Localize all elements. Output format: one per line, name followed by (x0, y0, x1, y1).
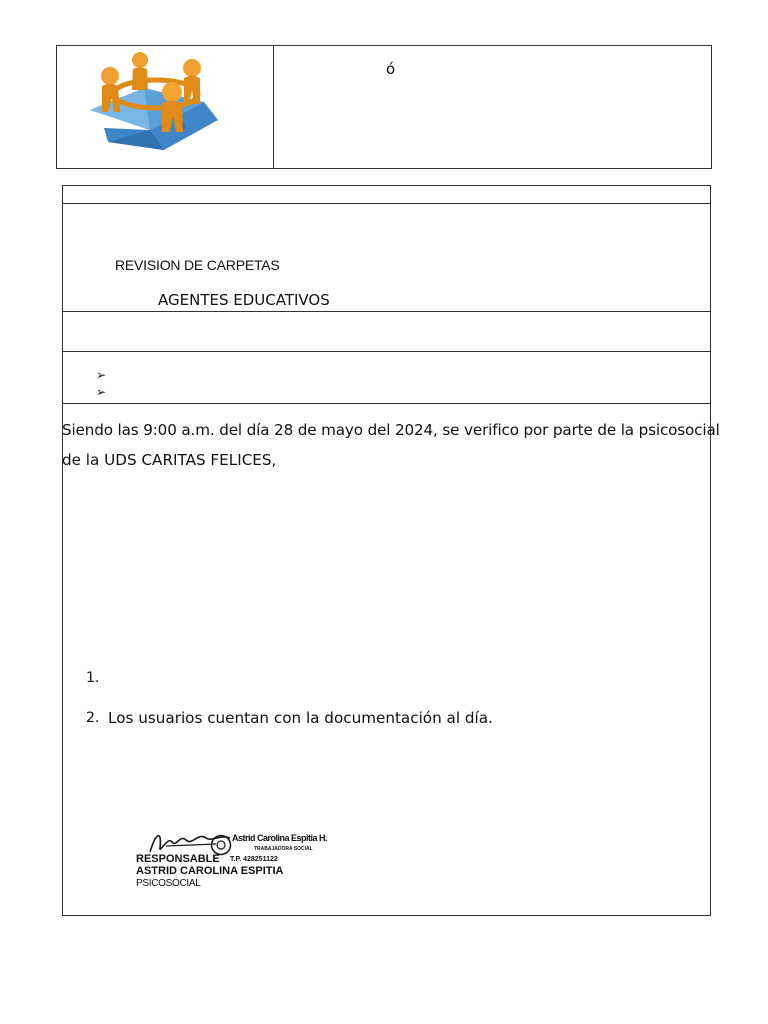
body-line-2: de la UDS CARITAS FELICES, (62, 451, 277, 469)
stamp-name: Astrid Carolina Espitia H. (232, 833, 328, 843)
bullet-marker: ➢ (96, 385, 107, 399)
list-item-number: 1. (86, 670, 100, 686)
row-divider-2 (62, 311, 711, 312)
people-holding-hands-on-puzzle-icon (84, 50, 224, 154)
signature-role-label: RESPONSABLE (136, 853, 220, 865)
row-divider-4 (62, 403, 711, 404)
subject-text: REVISION DE CARPETAS (115, 257, 280, 273)
stamp-tp: T.P. 428251122 (230, 856, 278, 863)
row-divider-3 (62, 351, 711, 352)
stamp-role: TRABAJADORA SOCIAL (254, 846, 313, 852)
header-title-fragment: ó (386, 60, 396, 78)
signature-name: ASTRID CAROLINA ESPITIA (136, 865, 284, 877)
row-divider-1 (62, 203, 711, 204)
list-item-text: Los usuarios cuentan con la documentación al día. (108, 709, 493, 727)
header-divider (273, 45, 274, 169)
body-line-1: Siendo las 9:00 a.m. del día 28 de mayo del 2024, se verifico por parte de la psicosocial (62, 421, 720, 439)
bullet-marker: ➢ (96, 368, 107, 382)
signature-title: PSICOSOCIAL (136, 878, 201, 889)
list-item-number: 2. (86, 710, 100, 726)
attendees-text: AGENTES EDUCATIVOS (158, 291, 330, 309)
